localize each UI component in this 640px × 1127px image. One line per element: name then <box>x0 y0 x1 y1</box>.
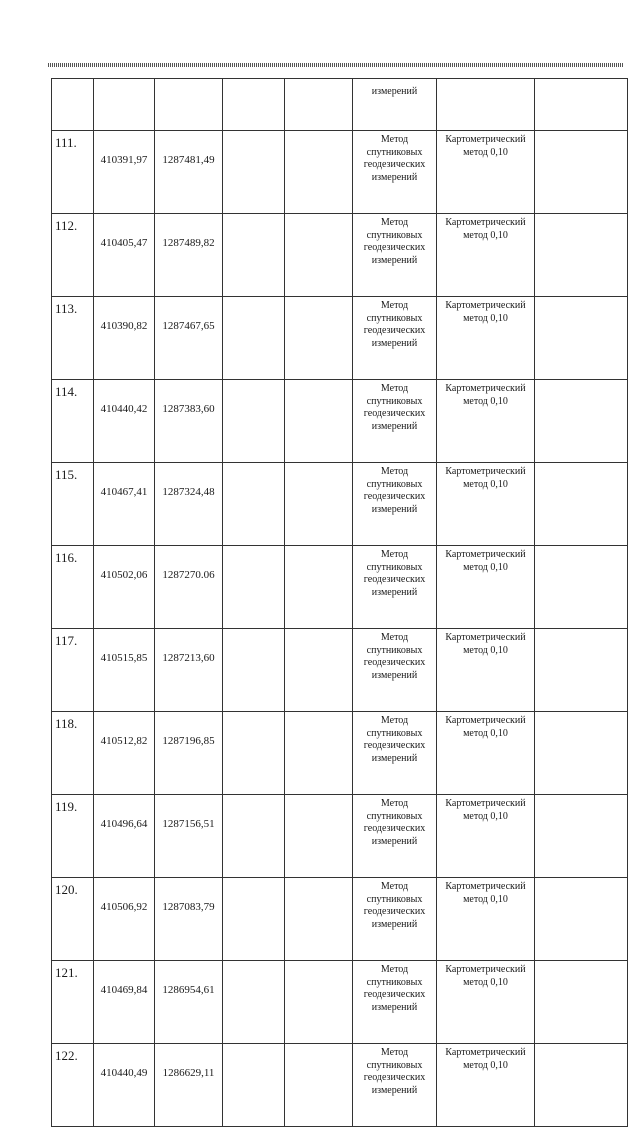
point-number: 114. <box>55 384 78 399</box>
empty-cell-1 <box>223 961 285 1044</box>
coord-x: 410512,82 <box>100 735 148 747</box>
empty-cell-1 <box>223 131 285 214</box>
coord-x: 410440,42 <box>100 403 148 415</box>
method-text: Метод спутниковых геодезических измерений <box>363 632 426 681</box>
empty-cell-3 <box>535 629 628 712</box>
coord-y: 1287270.06 <box>162 569 215 581</box>
precision-cell <box>437 463 535 546</box>
coord-y: 1287213,60 <box>162 652 215 664</box>
table-row <box>52 878 628 961</box>
precision-text: Картометрический метод 0,10 <box>445 383 526 407</box>
method-tail-text: измерений <box>371 86 418 97</box>
method-cell <box>353 380 437 463</box>
empty-cell-3 <box>535 380 628 463</box>
empty-cell-3 <box>535 878 628 961</box>
coord-y-cell <box>155 795 223 878</box>
coord-y-cell <box>155 546 223 629</box>
coord-x-cell <box>94 463 155 546</box>
table-continuation-row <box>52 79 628 131</box>
method-text: Метод спутниковых геодезических измерений <box>363 383 426 432</box>
precision-text: Картометрический метод 0,10 <box>445 300 526 324</box>
method-text: Метод спутниковых геодезических измерений <box>363 798 426 847</box>
empty-cell-3 <box>535 297 628 380</box>
point-number: 122. <box>55 1048 78 1063</box>
empty-cell-1 <box>223 546 285 629</box>
point-number: 116. <box>55 550 78 565</box>
method-cell <box>353 297 437 380</box>
precision-cell <box>437 629 535 712</box>
empty-cell-2 <box>285 463 353 546</box>
method-cell <box>353 131 437 214</box>
table-row <box>52 131 628 214</box>
coord-x: 410506,92 <box>100 901 148 913</box>
point-number: 120. <box>55 882 78 897</box>
coord-y-cell <box>155 380 223 463</box>
empty-cell-2 <box>285 380 353 463</box>
method-text: Метод спутниковых геодезических измерений <box>363 217 426 266</box>
precision-cell <box>437 214 535 297</box>
precision-text: Картометрический метод 0,10 <box>445 549 526 573</box>
empty-cell-1 <box>223 297 285 380</box>
coord-x-cell <box>94 961 155 1044</box>
precision-text: Картометрический метод 0,10 <box>445 715 526 739</box>
point-number-cell <box>52 629 94 712</box>
coord-y: 1287156,51 <box>162 818 215 830</box>
method-cell <box>353 629 437 712</box>
method-cell <box>353 463 437 546</box>
coord-y: 1286629,11 <box>162 1067 215 1079</box>
method-cell <box>353 214 437 297</box>
coord-y: 1287489,82 <box>162 237 215 249</box>
coord-x-cell <box>94 795 155 878</box>
method-text: Метод спутниковых геодезических измерений <box>363 134 426 183</box>
coord-x: 410390,82 <box>100 320 148 332</box>
method-text: Метод спутниковых геодезических измерений <box>363 549 426 598</box>
cell-empty-2 <box>285 79 353 131</box>
coord-x: 410502,06 <box>100 569 148 581</box>
coord-y: 1287324,48 <box>162 486 215 498</box>
empty-cell-3 <box>535 214 628 297</box>
method-text: Метод спутниковых геодезических измерений <box>363 1047 426 1096</box>
precision-text: Картометрический метод 0,10 <box>445 798 526 822</box>
coord-y-cell <box>155 712 223 795</box>
header-rule <box>48 63 623 67</box>
coord-x: 410405,47 <box>100 237 148 249</box>
table-row <box>52 546 628 629</box>
precision-cell <box>437 795 535 878</box>
method-cell <box>353 961 437 1044</box>
point-number-cell <box>52 214 94 297</box>
point-number: 113. <box>55 301 78 316</box>
point-number: 115. <box>55 467 78 482</box>
precision-text: Картометрический метод 0,10 <box>445 217 526 241</box>
method-text: Метод спутниковых геодезических измерений <box>363 466 426 515</box>
table-row <box>52 712 628 795</box>
point-number: 117. <box>55 633 78 648</box>
table-row <box>52 961 628 1044</box>
coordinates-table <box>51 78 628 1127</box>
coord-y-cell <box>155 629 223 712</box>
coord-y: 1287083,79 <box>162 901 215 913</box>
coord-y-cell <box>155 961 223 1044</box>
coord-x: 410469,84 <box>100 984 148 996</box>
empty-cell-2 <box>285 214 353 297</box>
empty-cell-2 <box>285 712 353 795</box>
point-number-cell <box>52 712 94 795</box>
coord-y-cell <box>155 131 223 214</box>
method-cell <box>353 712 437 795</box>
precision-text: Картометрический метод 0,10 <box>445 466 526 490</box>
empty-cell-3 <box>535 961 628 1044</box>
table-row <box>52 380 628 463</box>
coord-y: 1287383,60 <box>162 403 215 415</box>
point-number-cell <box>52 297 94 380</box>
precision-cell <box>437 297 535 380</box>
precision-cell <box>437 380 535 463</box>
coord-y-cell <box>155 463 223 546</box>
table-body <box>52 79 628 1127</box>
empty-cell-2 <box>285 961 353 1044</box>
empty-cell-1 <box>223 214 285 297</box>
precision-cell <box>437 712 535 795</box>
point-number-cell <box>52 463 94 546</box>
precision-text: Картометрический метод 0,10 <box>445 632 526 656</box>
coord-y: 1287481,49 <box>162 154 215 166</box>
empty-cell-3 <box>535 795 628 878</box>
coord-x: 410515,85 <box>100 652 148 664</box>
coord-x: 410467,41 <box>100 486 148 498</box>
empty-cell-2 <box>285 1044 353 1127</box>
empty-cell-1 <box>223 380 285 463</box>
point-number-cell <box>52 795 94 878</box>
cell-y <box>155 79 223 131</box>
point-number: 119. <box>55 799 78 814</box>
precision-cell <box>437 1044 535 1127</box>
empty-cell-1 <box>223 712 285 795</box>
coord-x: 410391,97 <box>100 154 148 166</box>
empty-cell-1 <box>223 463 285 546</box>
coord-x-cell <box>94 629 155 712</box>
coord-y-cell <box>155 214 223 297</box>
empty-cell-2 <box>285 546 353 629</box>
coord-y-cell <box>155 1044 223 1127</box>
precision-cell <box>437 131 535 214</box>
cell-empty-1 <box>223 79 285 131</box>
precision-text: Картометрический метод 0,10 <box>445 881 526 905</box>
table-row <box>52 795 628 878</box>
coord-y-cell <box>155 297 223 380</box>
point-number-cell <box>52 1044 94 1127</box>
cell-method <box>353 79 437 131</box>
table-row <box>52 463 628 546</box>
table-row <box>52 629 628 712</box>
point-number-cell <box>52 878 94 961</box>
empty-cell-2 <box>285 795 353 878</box>
point-number: 118. <box>55 716 78 731</box>
coord-x-cell <box>94 1044 155 1127</box>
empty-cell-3 <box>535 131 628 214</box>
table-row <box>52 297 628 380</box>
empty-cell-3 <box>535 1044 628 1127</box>
cell-precision <box>437 79 535 131</box>
precision-text: Картометрический метод 0,10 <box>445 964 526 988</box>
method-text: Метод спутниковых геодезических измерений <box>363 964 426 1013</box>
method-text: Метод спутниковых геодезических измерений <box>363 881 426 930</box>
cell-num <box>52 79 94 131</box>
precision-cell <box>437 878 535 961</box>
empty-cell-1 <box>223 795 285 878</box>
method-cell <box>353 878 437 961</box>
coord-x-cell <box>94 878 155 961</box>
cell-empty-3 <box>535 79 628 131</box>
empty-cell-2 <box>285 131 353 214</box>
point-number-cell <box>52 546 94 629</box>
point-number: 121. <box>55 965 78 980</box>
coord-x-cell <box>94 380 155 463</box>
empty-cell-3 <box>535 463 628 546</box>
empty-cell-1 <box>223 1044 285 1127</box>
coord-x-cell <box>94 712 155 795</box>
point-number-cell <box>52 380 94 463</box>
coord-y: 1287467,65 <box>162 320 215 332</box>
precision-cell <box>437 961 535 1044</box>
coord-y: 1287196,85 <box>162 735 215 747</box>
coord-x-cell <box>94 297 155 380</box>
table-row <box>52 1044 628 1127</box>
cell-x <box>94 79 155 131</box>
coord-y-cell <box>155 878 223 961</box>
empty-cell-1 <box>223 629 285 712</box>
coord-x: 410440,49 <box>100 1067 148 1079</box>
empty-cell-3 <box>535 712 628 795</box>
method-cell <box>353 1044 437 1127</box>
point-number-cell <box>52 961 94 1044</box>
empty-cell-2 <box>285 297 353 380</box>
empty-cell-2 <box>285 629 353 712</box>
coord-x-cell <box>94 546 155 629</box>
coord-y: 1286954,61 <box>162 984 215 996</box>
method-cell <box>353 795 437 878</box>
precision-text: Картометрический метод 0,10 <box>445 134 526 158</box>
point-number: 112. <box>55 218 78 233</box>
precision-text: Картометрический метод 0,10 <box>445 1047 526 1071</box>
coord-x: 410496,64 <box>100 818 148 830</box>
empty-cell-3 <box>535 546 628 629</box>
coord-x-cell <box>94 214 155 297</box>
empty-cell-1 <box>223 878 285 961</box>
method-text: Метод спутниковых геодезических измерений <box>363 715 426 764</box>
table-row <box>52 214 628 297</box>
method-cell <box>353 546 437 629</box>
point-number-cell <box>52 131 94 214</box>
point-number: 111. <box>55 135 77 150</box>
coord-x-cell <box>94 131 155 214</box>
empty-cell-2 <box>285 878 353 961</box>
method-text: Метод спутниковых геодезических измерений <box>363 300 426 349</box>
precision-cell <box>437 546 535 629</box>
